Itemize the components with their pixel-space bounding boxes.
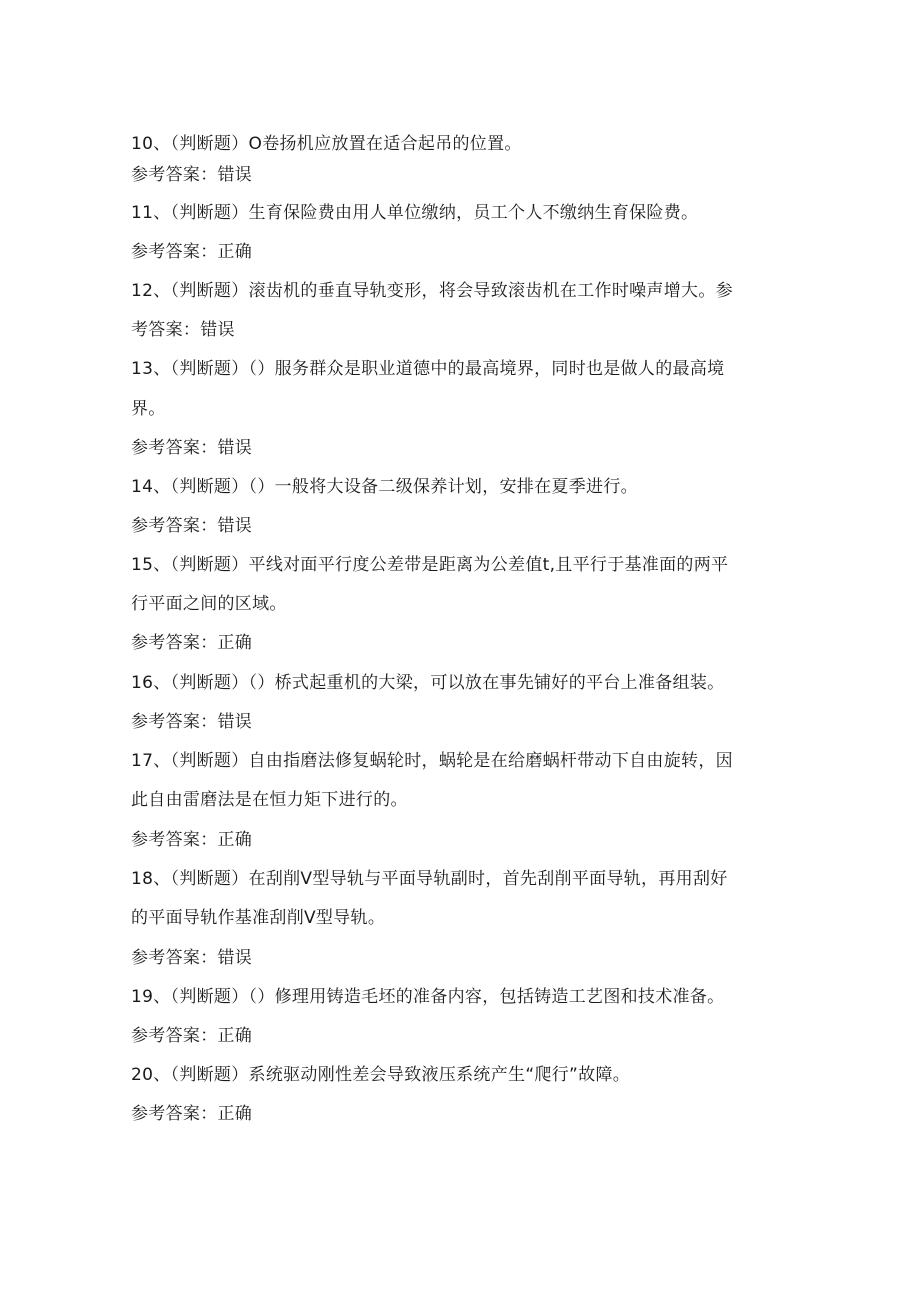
question-17-line-2: 此自由雷磨法是在恒力矩下进行的。 [131, 790, 408, 810]
question-20-line-1: 20、（判断题）系统驱动刚性差会导致液压系统产生“爬行”故障。 [131, 1065, 631, 1085]
answer-17: 参考答案：正确 [131, 830, 253, 850]
answer-13: 参考答案：错误 [131, 438, 253, 458]
answer-14: 参考答案：错误 [131, 516, 253, 536]
answer-16: 参考答案：错误 [131, 712, 253, 732]
question-10-line-1: 10、（判断题）O卷扬机应放置在适合起吊的位置。 [131, 134, 522, 154]
question-19-line-1: 19、（判断题）（）修理用铸造毛坯的准备内容，包括铸造工艺图和技术准备。 [131, 987, 725, 1007]
answer-11: 参考答案：正确 [131, 242, 253, 262]
answer-15: 参考答案：正确 [131, 633, 253, 653]
question-14-line-1: 14、（判断题）（）一般将大设备二级保养计划，安排在夏季进行。 [131, 477, 638, 497]
question-18-line-2: 的平面导轨作基准刮削V型导轨。 [131, 908, 386, 928]
question-13-line-2: 界。 [131, 399, 166, 419]
answer-18: 参考答案：错误 [131, 948, 253, 968]
answer-10: 参考答案：错误 [131, 165, 253, 185]
question-17-line-1: 17、（判断题）自由指磨法修复蜗轮时，蜗轮是在给磨蜗杆带动下自由旋转，因 [131, 751, 733, 771]
question-18-line-1: 18、（判断题）在刮削V型导轨与平面导轨副时，首先刮削平面导轨，再用刮好 [131, 869, 728, 889]
question-13-line-1: 13、（判断题）（）服务群众是职业道德中的最高境界，同时也是做人的最高境 [131, 359, 725, 379]
answer-19: 参考答案：正确 [131, 1026, 253, 1046]
question-11-line-1: 11、（判断题）生育保险费由用人单位缴纳，员工个人不缴纳生育保险费。 [131, 203, 699, 223]
question-12-line-1: 12、（判断题）滚齿机的垂直导轨变形，将会导致滚齿机在工作时噪声增大。参 [131, 281, 733, 301]
question-15-line-1: 15、（判断题）平线对面平行度公差带是距离为公差值t,且平行于基准面的两平 [131, 555, 729, 575]
question-16-line-1: 16、（判断题）（）桥式起重机的大梁，可以放在事先铺好的平台上准备组装。 [131, 673, 725, 693]
question-12-line-2: 考答案：错误 [131, 320, 235, 340]
answer-20: 参考答案：正确 [131, 1104, 253, 1124]
question-15-line-2: 行平面之间的区域。 [131, 594, 287, 614]
